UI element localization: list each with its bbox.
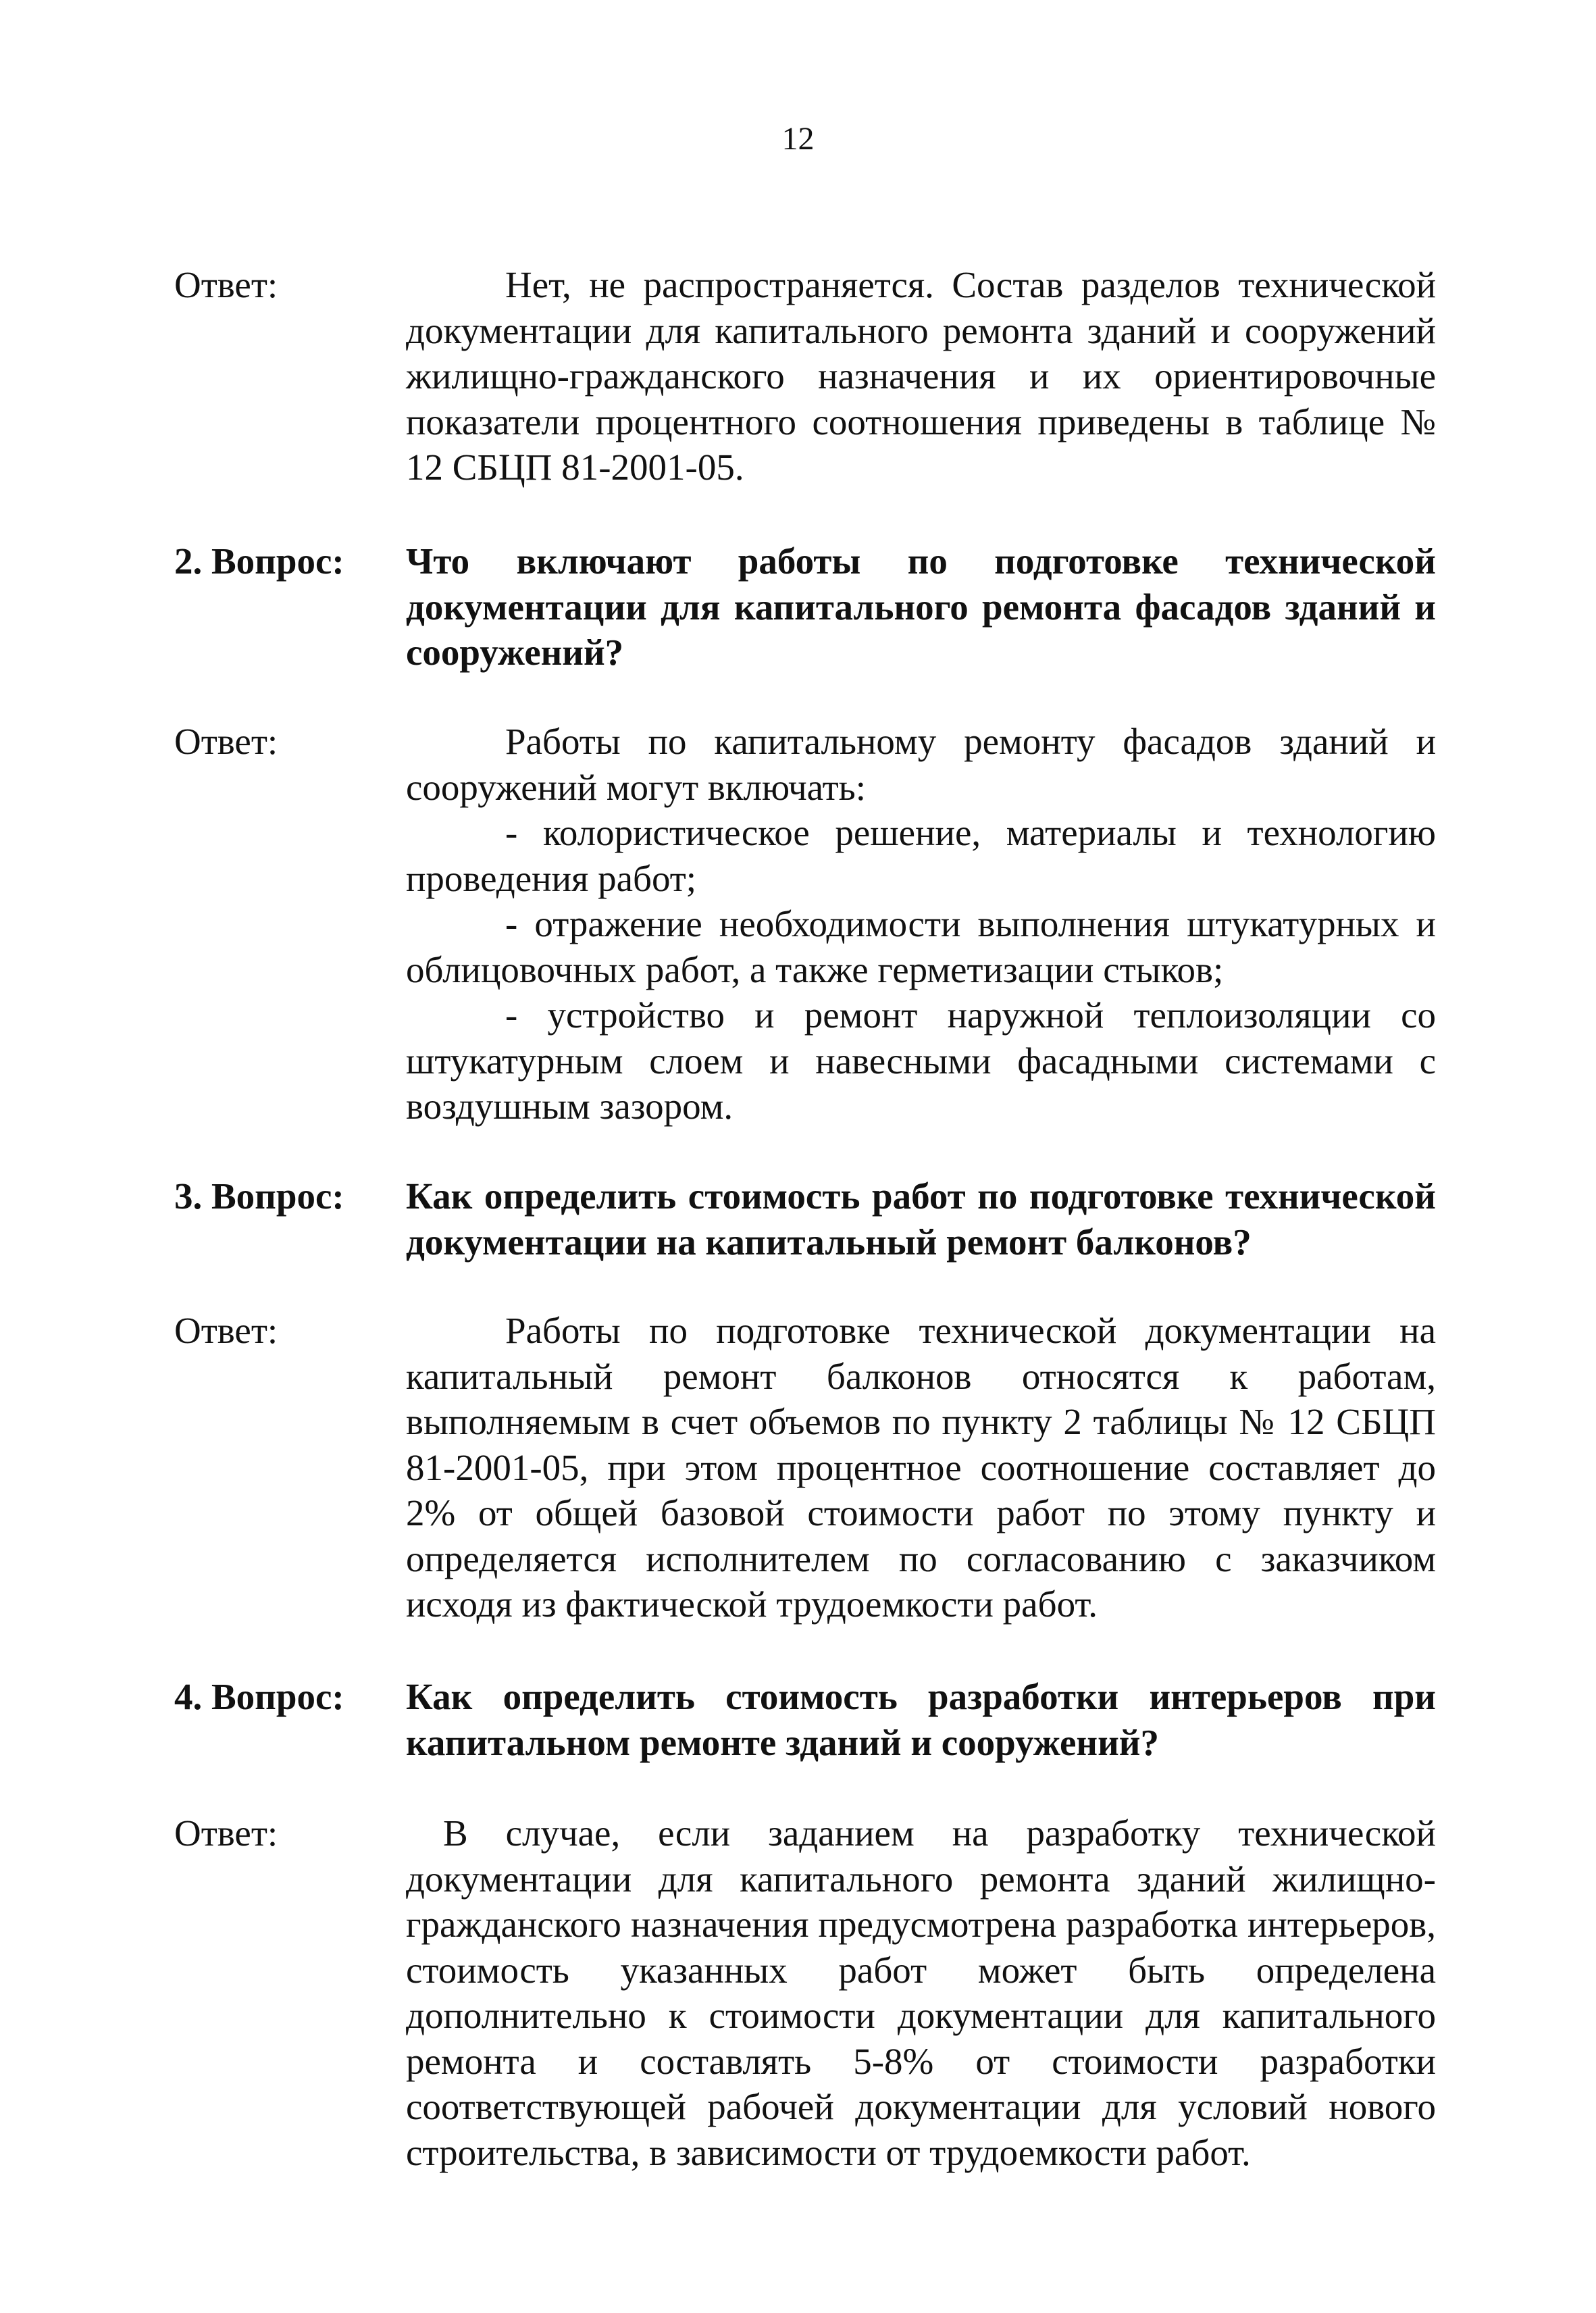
page-number: 12 bbox=[781, 121, 815, 157]
answer-text-4 bbox=[406, 1810, 1436, 2175]
question-label-2: 2. Вопрос: bbox=[174, 540, 344, 582]
answer-text-3 bbox=[406, 1308, 1436, 1627]
answer-4-paragraph-1: В случае, если заданием на разработку технической документации для капитального ремонта зданий жилищно-гражданского назначения предусмотрена разработка интерьеров, стоимость указанных работ может быть определена дополнительно к стоимости документации для капитального ремонта и составлять 5-8% от стоимости разработки соответствующей рабочей документации для условий нового строительства, в зависимости от трудоемкости работ. bbox=[406, 1812, 1436, 2173]
question-label-3: 3. Вопрос: bbox=[174, 1175, 344, 1217]
answer-2-list-item-2: - отражение необходимости выполнения штукатурных и облицовочных работ, а также герметизации стыков; bbox=[406, 903, 1436, 990]
answer-label: Ответ: bbox=[174, 1310, 278, 1351]
answer-2-list-item-3: - устройство и ремонт наружной теплоизоляции со штукатурным слоем и навесными фасадными системами с воздушным зазором. bbox=[406, 994, 1436, 1127]
answer-2-list-item-1: - колористическое решение, материалы и технологию проведения работ; bbox=[406, 812, 1436, 899]
answer-label: Ответ: bbox=[174, 1812, 278, 1854]
question-2-text: Что включают работы по подготовке технической документации для капитального ремонта фасадов зданий и сооружений? bbox=[406, 540, 1436, 673]
answer-3-paragraph-1: Работы по подготовке технической документации на капитальный ремонт балконов относятся к работам, выполняемым в счет объемов по пункту 2 таблицы № 12 СБЦП 81-2001-05, при этом процентное соотношение составляет до 2% от общей базовой стоимости работ по этому пункту и определяется исполнителем по согласованию с заказчиком исходя из фактической трудоемкости работ. bbox=[406, 1310, 1436, 1625]
answer-text-2 bbox=[406, 719, 1436, 1129]
answer-text-1 bbox=[406, 262, 1436, 490]
question-label-4: 4. Вопрос: bbox=[174, 1676, 344, 1717]
answer-label: Ответ: bbox=[174, 264, 278, 305]
answer-label: Ответ: bbox=[174, 721, 278, 762]
question-text-4 bbox=[406, 1674, 1436, 1765]
answer-2-paragraph-1: Работы по капитальному ремонту фасадов зданий и сооружений могут включать: bbox=[406, 721, 1436, 808]
question-text-3 bbox=[406, 1173, 1436, 1265]
question-text-2 bbox=[406, 538, 1436, 676]
answer-1-paragraph-1: Нет, не распространяется. Состав разделов технической документации для капитального ремонта зданий и сооружений жилищно-гражданского назначения и их ориентировочные показатели процентного соотношения приведены в таблице № 12 СБЦП 81-2001-05. bbox=[406, 264, 1436, 488]
question-3-text: Как определить стоимость работ по подготовке технической документации на капитальный ремонт балконов? bbox=[406, 1175, 1436, 1263]
question-4-text: Как определить стоимость разработки интерьеров при капитальном ремонте зданий и сооружений? bbox=[406, 1676, 1436, 1763]
